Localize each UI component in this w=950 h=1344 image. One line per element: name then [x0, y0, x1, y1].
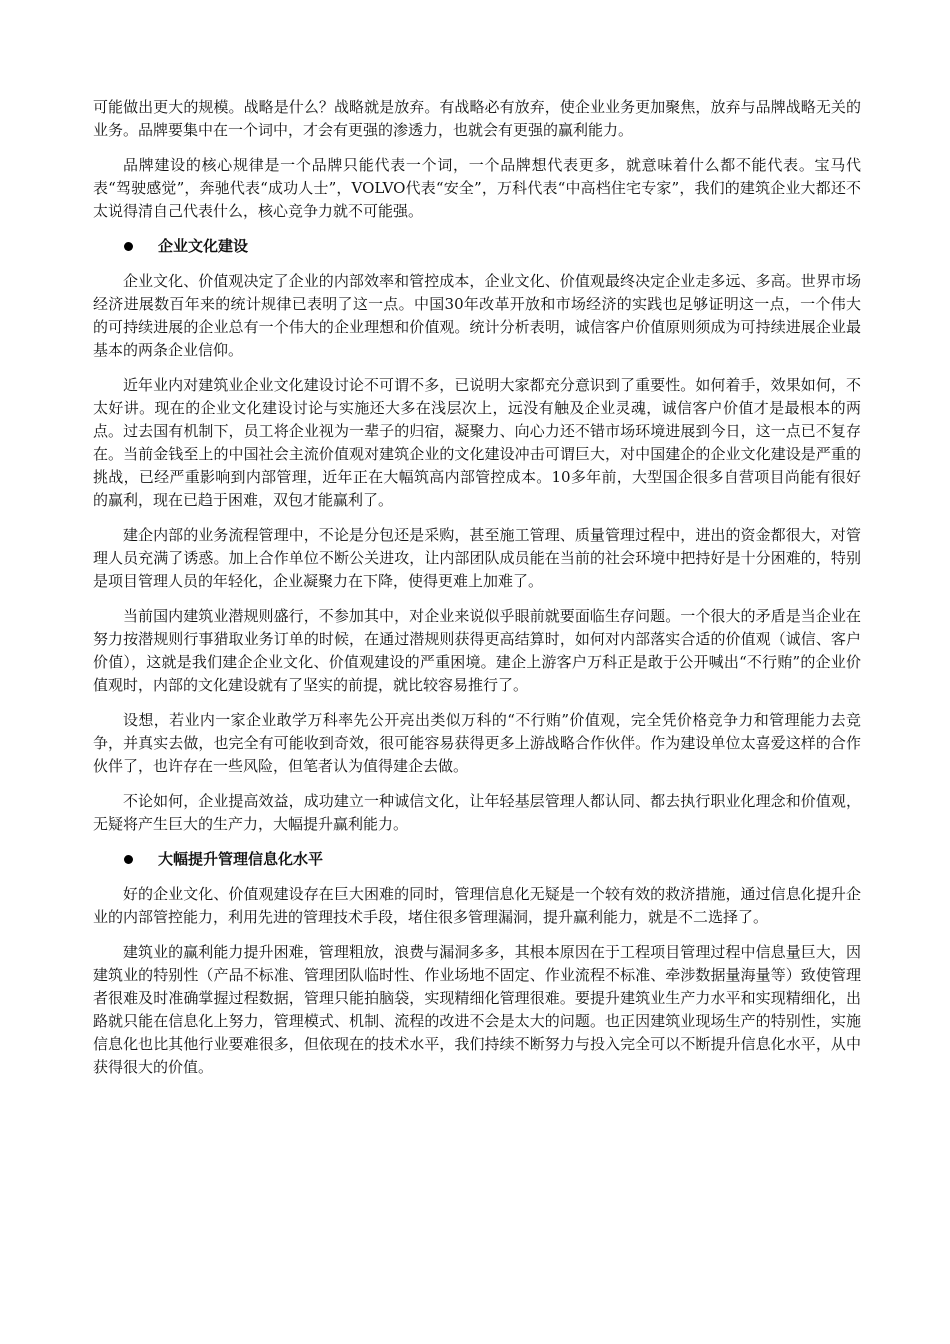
section-heading-text: 企业文化建设: [158, 237, 249, 255]
paragraph: 建筑业的赢利能力提升困难，管理粗放，浪费与漏洞多多，其根本原因在于工程项目管理过程中信息量巨大，因建筑业的特别性（产品不标准、管理团队临时性、作业场地不固定、作业流程不标准、牵涉数据量海量等）致使管理者很难及时准确掌握过程数据，管理只能拍脑袋，实现精细化管理很难。要提升建筑业生产力水平和实现精细化，出路就只能在信息化上努力，管理模式、机制、流程的改进不会是太大的问题。也正因建筑业现场生产的特别性，实施信息化也比其他行业要难很多，但依现在的技术水平，我们持续不断努力与投入完全可以不断提升信息化水平，从中获得很大的价值。: [93, 943, 861, 1076]
paragraph: 近年业内对建筑业企业文化建设讨论不可谓不多，已说明大家都充分意识到了重要性。如何着手，效果如何，不太好讲。现在的企业文化建设讨论与实施还大多在浅层次上，远没有触及企业灵魂，诚信客户价值才是最根本的两点。过去国有机制下，员工将企业视为一辈子的归宿，凝聚力、向心力还不错市场环境进展到今日，这一点已不复存在。当前金钱至上的中国社会主流价值观对建筑企业的文化建设冲击可谓巨大，对中国建企的企业文化建设是严重的挑战，已经严重影响到内部管理，近年正在大幅筑高内部管控成本。10多年前，大型国企很多自营项目尚能有很好的赢利，现在已趋于困难，双包才能赢利了。: [93, 376, 861, 509]
section-heading-text: 大幅提升管理信息化水平: [158, 850, 324, 868]
paragraph: 企业文化、价值观决定了企业的内部效率和管控成本，企业文化、价值观最终决定企业走多远、多高。世界市场经济进展数百年来的统计规律已表明了这一点。中国30年改革开放和市场经济的实践也足够证明这一点，一个伟大的可持续进展的企业总有一个伟大的企业理想和价值观。统计分析表明，诚信客户价值原则须成为可持续进展企业最基本的两条企业信仰。: [93, 272, 861, 359]
bullet-icon: [124, 242, 133, 251]
paragraph: 当前国内建筑业潜规则盛行，不参加其中，对企业来说似乎眼前就要面临生存问题。一个很大的矛盾是当企业在努力按潜规则行事猎取业务订单的时候，在通过潜规则获得更高结算时，如何对内部落实合适的价值观（诚信、客户价值），这就是我们建企企业文化、价值观建设的严重困境。建企上游客户万科正是敢于公开喊出“不行贿”的企业价值观时，内部的文化建设就有了坚实的前提，就比较容易推行了。: [93, 607, 861, 694]
paragraph: 可能做出更大的规模。战略是什么？战略就是放弃。有战略必有放弃，使企业业务更加聚焦，放弃与品牌战略无关的业务。品牌要集中在一个词中，才会有更强的渗透力，也就会有更强的赢利能力。: [93, 98, 861, 139]
document-page: [93, 96, 861, 1091]
paragraph: 品牌建设的核心规律是一个品牌只能代表一个词，一个品牌想代表更多，就意味着什么都不能代表。宝马代表“驾驶感觉”，奔驰代表“成功人士”，VOLVO代表“安全”，万科代表“中高档住宅专家”，我们的建筑企业大都还不太说得清自己代表什么，核心竞争力就不可能强。: [93, 156, 861, 220]
paragraph: 建企内部的业务流程管理中，不论是分包还是采购，甚至施工管理、质量管理过程中，进出的资金都很大，对管理人员充满了诱惑。加上合作单位不断公关进攻，让内部团队成员能在当前的社会环境中把持好是十分困难的，特别是项目管理人员的年轻化，企业凝聚力在下降，使得更难上加难了。: [93, 526, 861, 590]
paragraph: 设想，若业内一家企业敢学万科率先公开亮出类似万科的“不行贿”价值观，完全凭价格竞争力和管理能力去竞争，并真实去做，也完全有可能收到奇效，很可能容易获得更多上游战略合作伙伴。作为建设单位太喜爱这样的合作伙伴了，也许存在一些风险，但笔者认为值得建企去做。: [93, 711, 861, 775]
paragraph: 好的企业文化、价值观建设存在巨大困难的同时，管理信息化无疑是一个较有效的救济措施，通过信息化提升企业的内部管控能力，利用先进的管理技术手段，堵住很多管理漏洞，提升赢利能力，就是不二选择了。: [93, 885, 861, 926]
bullet-icon: [124, 855, 133, 864]
section-heading: [93, 235, 861, 258]
paragraph: 不论如何，企业提高效益，成功建立一种诚信文化，让年轻基层管理人都认同、都去执行职业化理念和价值观，无疑将产生巨大的生产力，大幅提升赢利能力。: [93, 792, 861, 833]
section-heading: [93, 848, 861, 871]
